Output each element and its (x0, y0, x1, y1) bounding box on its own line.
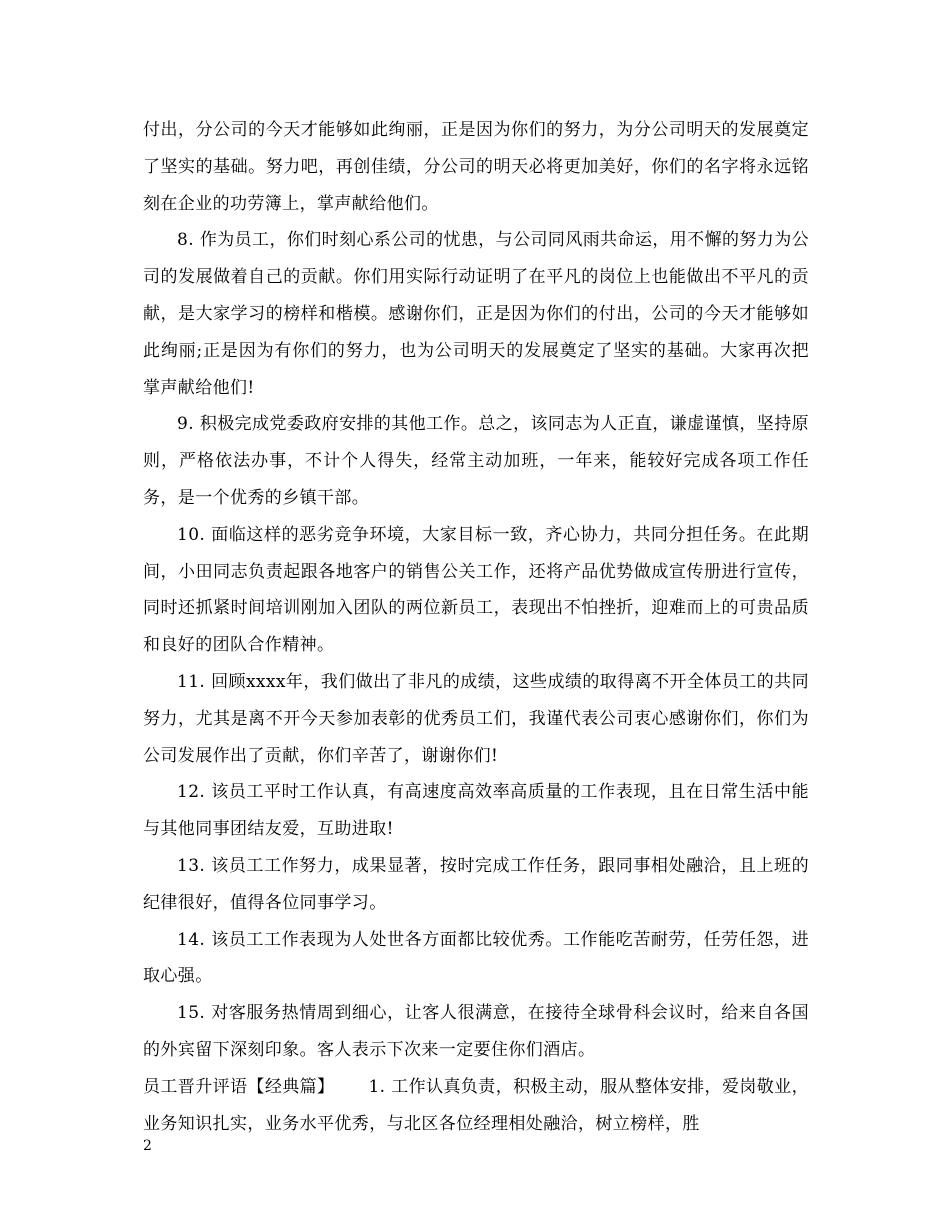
section-paragraph (143, 1069, 809, 1143)
section-first-item: 1. 工作认真负责，积极主动，服从整体安排，爱岗敬业，业务知识扎实，业务水平优秀，与北区各位经理相处融洽，树立榜样，胜 (143, 1076, 809, 1134)
section-heading: 员工晋升评语【经典篇】 (143, 1076, 335, 1097)
paragraph-item-9: 9. 积极完成党委政府安排的其他工作。总之，该同志为人正直，谦虚谨慎，坚持原则，严格依法办事，不计个人得失，经常主动加班，一年来，能较好完成各项工作任务，是一个优秀的乡镇干部。 (143, 414, 809, 508)
document-page (143, 112, 809, 1142)
paragraph-continuation: 付出，分公司的今天才能够如此绚丽，正是因为你们的努力，为分公司明天的发展奠定了坚实的基础。努力吧，再创佳绩，分公司的明天必将更加美好，你们的名字将永远铭刻在企业的功劳簿上，掌声献给他们。 (143, 120, 809, 214)
page-number: 2 (143, 1138, 152, 1154)
paragraph-item-10: 10. 面临这样的恶劣竞争环境，大家目标一致，齐心协力，共同分担任务。在此期间，小田同志负责起跟各地客户的销售公关工作，还将产品优势做成宣传册进行宣传，同时还抓紧时间培训刚加入团队的两位新员工，表现出不怕挫折，迎难而上的可贵品质和良好的团队合作精神。 (143, 524, 809, 656)
paragraph-item-15: 15. 对客服务热情周到细心，让客人很满意，在接待全球骨科会议时，给来自各国的外宾留下深刻印象。客人表示下次来一定要住你们酒店。 (143, 1003, 809, 1060)
paragraph-item-12: 12. 该员工平时工作认真，有高速度高效率高质量的工作表现，且在日常生活中能与其他同事团结友爱，互助进取! (143, 782, 809, 840)
paragraph-item-13: 13. 该员工工作努力，成果显著，按时完成工作任务，跟同事相处融洽，且上班的纪律很好，值得各位同事学习。 (143, 855, 809, 913)
paragraph-item-8: 8. 作为员工，你们时刻心系公司的忧患，与公司同风雨共命运，用不懈的努力为公司的发展做着自己的贡献。你们用实际行动证明了在平凡的岗位上也能做出不平凡的贡献，是大家学习的榜样和楷模。感谢你们，正是因为你们的付出，公司的今天才能够如此绚丽;正是因为有你们的努力，也为公司明天的发展奠定了坚实的基础。大家再次把掌声献给他们! (143, 230, 809, 398)
paragraph-item-11: 11. 回顾xxxx年，我们做出了非凡的成绩，这些成绩的取得离不开全体员工的共同努力，尤其是离不开今天参加表彰的优秀员工们，我谨代表公司衷心感谢你们，你们为公司发展作出了贡献，你们辛苦了，谢谢你们! (143, 671, 809, 766)
paragraph-item-14: 14. 该员工工作表现为人处世各方面都比较优秀。工作能吃苦耐劳，任劳任怨，进取心强。 (143, 929, 809, 987)
